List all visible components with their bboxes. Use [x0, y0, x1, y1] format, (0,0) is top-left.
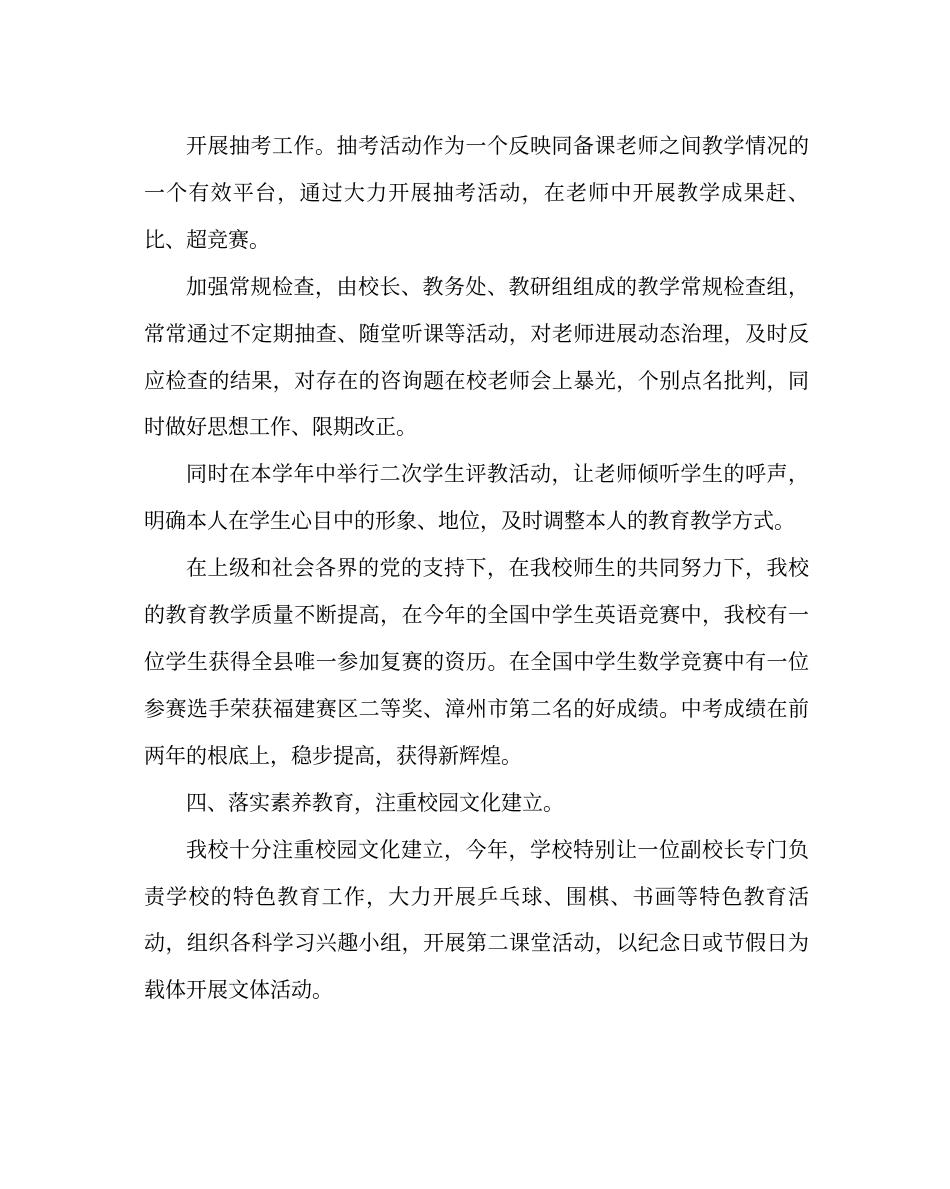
section-heading-quality-education: 四、落实素养教育，注重校园文化建立。 — [186, 790, 564, 815]
document-body — [144, 123, 809, 1014]
paragraph-exam-work: 开展抽考工作。抽考活动作为一个反映同备课老师之间教学情况的一个有效平台，通过大力开展抽考活动，在老师中开展教学成果赶、比、超竞赛。 — [144, 134, 809, 252]
paragraph-achievements: 在上级和社会各界的党的支持下，在我校师生的共同努力下，我校的教育教学质量不断提高，在今年的全国中学生英语竞赛中，我校有一位学生获得全县唯一参加复赛的资历。在全国中学生数学竞赛中有一位参赛选手荣获福建赛区二等奖、漳州市第二名的好成绩。中考成绩在前两年的根底上，稳步提高，获得新辉煌。 — [144, 556, 809, 768]
paragraph-student-evaluation: 同时在本学年中举行二次学生评教活动，让老师倾听学生的呼声，明确本人在学生心目中的形象、地位，及时调整本人的教育教学方式。 — [144, 462, 809, 534]
paragraph-routine-inspection: 加强常规检查，由校长、教务处、教研组组成的教学常规检查组，常常通过不定期抽查、随堂听课等活动，对老师进展动态治理，及时反应检查的结果，对存在的咨询题在校老师会上暴光，个别点名批判，同时做好思想工作、限期改正。 — [144, 274, 809, 440]
paragraph-campus-culture: 我校十分注重校园文化建立，今年，学校特别让一位副校长专门负责学校的特色教育工作，大力开展乒乓球、围棋、书画等特色教育活动，组织各科学习兴趣小组，开展第二课堂活动，以纪念日或节假日为载体开展文体活动。 — [144, 837, 809, 1003]
